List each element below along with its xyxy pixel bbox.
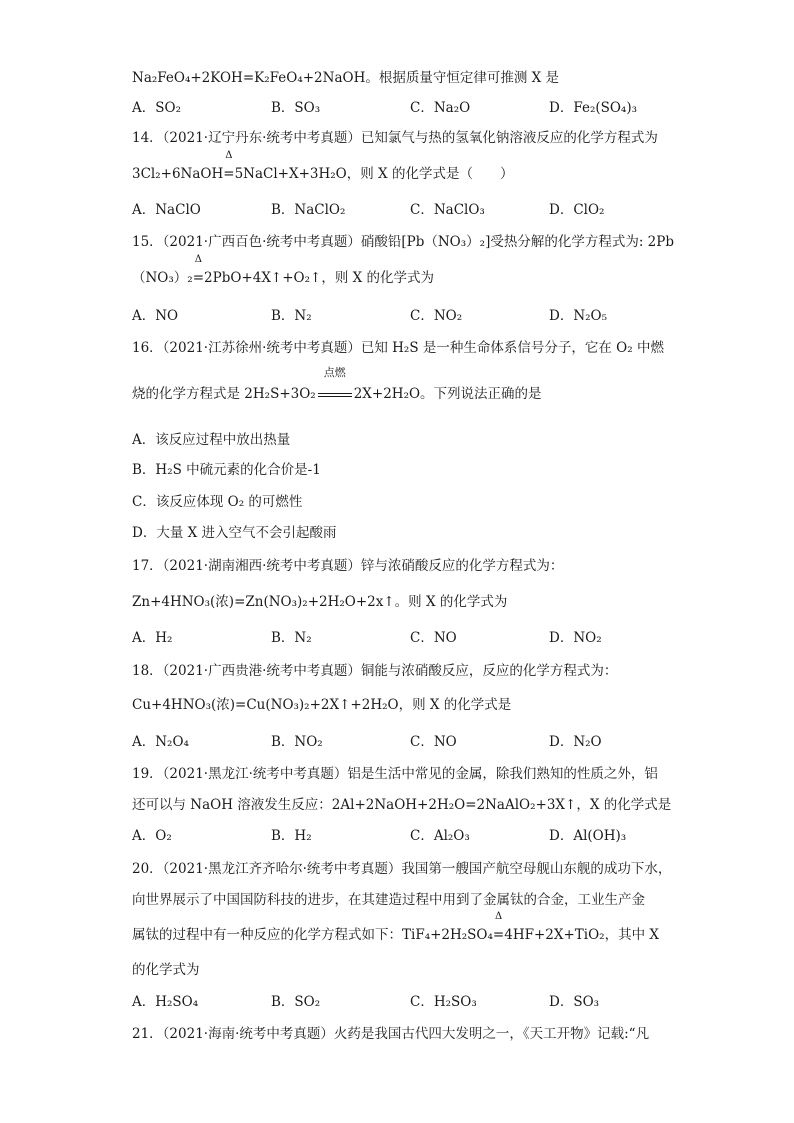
q14-option-d[interactable]: D．ClO₂: [549, 202, 605, 218]
q15-equation: [132, 254, 692, 288]
q16-equation: [132, 366, 692, 404]
q14-option-b[interactable]: B．NaClO₂: [271, 202, 346, 218]
q20-eq-right: 4HF+2X+TiO₂，其中 X: [504, 927, 659, 943]
q15-option-d[interactable]: D．N₂O₅: [549, 308, 608, 324]
q20-option-c[interactable]: C．H₂SO₃: [410, 994, 477, 1010]
q15-stem: 15．（2021·广西百色·统考中考真题）硝酸铅[Pb（NO₃）₂]受热分解的化学方程式为: 2Pb: [132, 234, 674, 250]
q18-equation: Cu+4HNO₃(浓)=Cu(NO₃)₂+2X↑+2H₂O，则 X 的化学式是: [132, 697, 512, 713]
q20-equation: [132, 911, 692, 945]
q17-option-d[interactable]: D．NO₂: [549, 630, 602, 646]
q16-option-d[interactable]: D．大量 X 进入空气不会引起酸雨: [132, 525, 337, 541]
q15-option-a[interactable]: A．NO: [132, 308, 179, 324]
q16-stem: 16．（2021·江苏徐州·统考中考真题）已知 H₂S 是一种生命体系信号分子，它在 O₂ 中燃: [132, 340, 664, 356]
q14-options: [132, 200, 692, 220]
heat-delta-mark: Δ: [194, 254, 202, 265]
q13-options: [132, 98, 692, 118]
q20-option-a[interactable]: A．H₂SO₄: [132, 994, 199, 1010]
q17-option-b[interactable]: B．N₂: [271, 630, 312, 646]
q13-option-b[interactable]: B．SO₃: [271, 100, 321, 116]
q13-option-d[interactable]: D．Fe₂(SO₄)₃: [549, 100, 638, 116]
q17-options: [132, 628, 692, 648]
q16-eq-left: 烧的化学方程式是 2H₂S+3O₂: [132, 386, 316, 402]
q18-option-b[interactable]: B．NO₂: [271, 734, 323, 750]
q14-equation: [132, 150, 692, 184]
q21-stem: 21．（2021·海南·统考中考真题）火药是我国古代四大发明之一，《天工开物》记载:“凡: [132, 1026, 650, 1042]
q14-option-c[interactable]: C．NaClO₃: [410, 202, 485, 218]
heat-delta-mark: Δ: [494, 911, 503, 922]
q17-option-a[interactable]: A．H₂: [132, 630, 173, 646]
q19-option-c[interactable]: C．Al₂O₃: [410, 828, 470, 844]
q20-option-b[interactable]: B．SO₂: [271, 994, 321, 1010]
q13-option-c[interactable]: C．Na₂O: [410, 100, 471, 116]
q15-eq-left: （NO₃）₂: [132, 270, 193, 286]
q15-eq-right: 2PbO+4X↑+O₂↑，则 X 的化学式为: [204, 270, 435, 286]
q20-options: [132, 992, 692, 1012]
ignition-condition: 点燃: [323, 366, 346, 379]
q16-option-b[interactable]: B．H₂S 中硫元素的化合价是-1: [132, 462, 321, 478]
q13-tail-text: Na₂FeO₄+2KOH=K₂FeO₄+2NaOH。根据质量守恒定律可推测 X 是: [132, 70, 560, 86]
q19-option-d[interactable]: D．Al(OH)₃: [549, 828, 627, 844]
q17-option-c[interactable]: C．NO: [410, 630, 457, 646]
q18-options: [132, 732, 692, 752]
q17-equation: Zn+4HNO₃(浓)=Zn(NO₃)₂+2H₂O+2x↑。则 X 的化学式为: [132, 594, 508, 610]
q16-option-a[interactable]: A．该反应过程中放出热量: [132, 432, 291, 448]
q13-option-a[interactable]: A．SO₂: [132, 100, 181, 116]
q16-option-c[interactable]: C．该反应体现 O₂ 的可燃性: [132, 494, 303, 510]
q14-option-a[interactable]: A．NaClO: [132, 202, 201, 218]
q19-stem-cont: 还可以与 NaOH 溶液发生反应：2Al+2NaOH+2H₂O=2NaAlO₂+3X↑，X 的化学式是: [132, 797, 672, 813]
q16-eq-sign: [316, 366, 354, 404]
q19-option-b[interactable]: B．H₂: [271, 828, 312, 844]
q15-option-b[interactable]: B．N₂: [271, 308, 312, 324]
q15-eq-sign: Δ =: [192, 254, 205, 286]
q14-eq-left: 3Cl₂+6NaOH: [132, 166, 224, 182]
q16-eq-right: 2X+2H₂O。下列说法正确的是: [353, 386, 542, 402]
q20-stem-cont: 向世界展示了中国国防科技的进步，在其建造过程中用到了金属钛的合金，工业生产金: [132, 892, 645, 908]
q15-options: [132, 306, 692, 326]
q19-option-a[interactable]: A．O₂: [132, 828, 172, 844]
q18-option-a[interactable]: A．N₂O₄: [132, 734, 189, 750]
q14-stem: 14．（2021·辽宁丹东·统考中考真题）已知氯气与热的氢氧化钠溶液反应的化学方程式为: [132, 130, 658, 146]
q20-stem: 20．（2021·黑龙江齐齐哈尔·统考中考真题）我国第一艘国产航空母舰山东舰的成功下水，: [132, 861, 672, 877]
q20-eq-left: 属钛的过程中有一种反应的化学方程式如下：TiF₄+2H₂SO₄: [132, 927, 493, 943]
q20-stem-end: 的化学式为: [132, 962, 200, 978]
q18-option-d[interactable]: D．N₂O: [549, 734, 602, 750]
q20-eq-sign: Δ =: [492, 911, 505, 943]
q15-option-c[interactable]: C．NO₂: [410, 308, 463, 324]
q20-option-d[interactable]: D．SO₃: [549, 994, 600, 1010]
q19-stem: 19．（2021·黑龙江·统考中考真题）铝是生活中常见的金属，除我们熟知的性质之外，铝: [132, 766, 658, 782]
q14-eq-sign: Δ =: [223, 150, 235, 182]
q19-options: [132, 826, 692, 846]
heat-delta-mark: Δ: [225, 150, 233, 161]
q17-stem: 17．（2021·湖南湘西·统考中考真题）锌与浓硝酸反应的化学方程式为：: [132, 558, 564, 574]
q14-eq-right: 5NaCl+X+3H₂O，则 X 的化学式是（ ）: [234, 166, 514, 182]
q18-stem: 18．（2021·广西贵港·统考中考真题）铜能与浓硝酸反应，反应的化学方程式为：: [132, 663, 618, 679]
q18-option-c[interactable]: C．NO: [410, 734, 457, 750]
